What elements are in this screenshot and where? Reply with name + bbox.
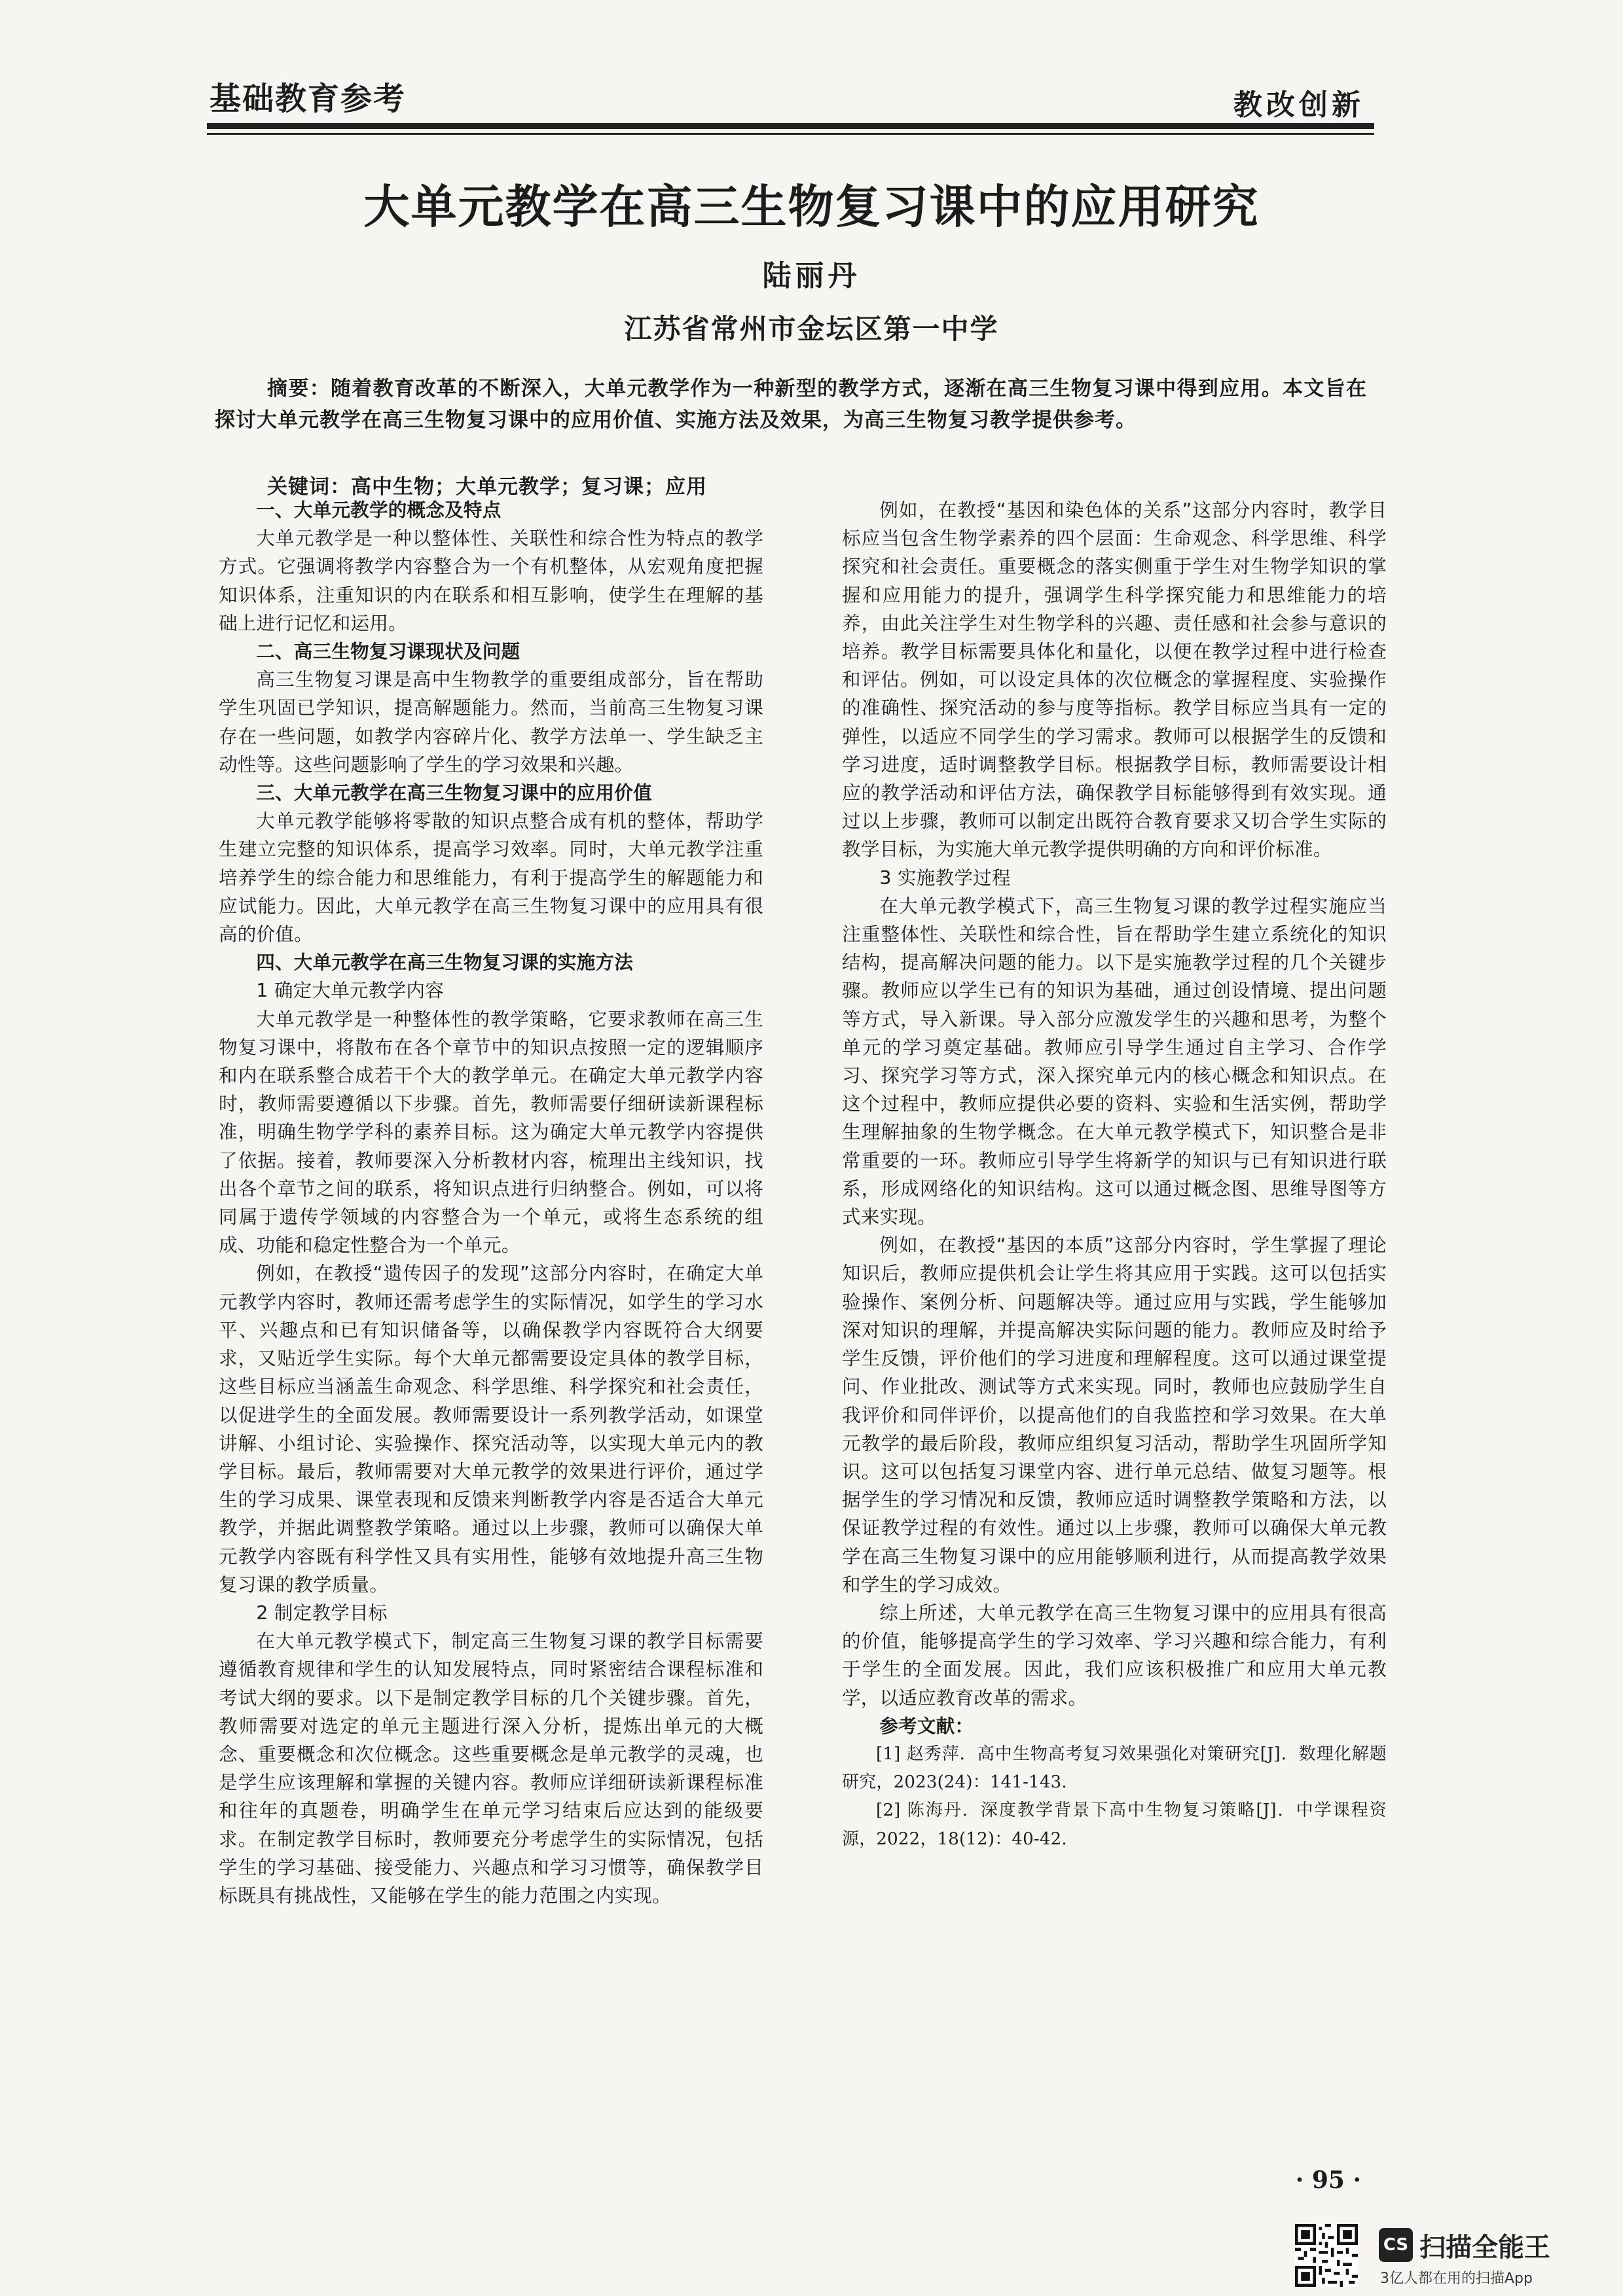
paragraph: 大单元教学是一种以整体性、关联性和综合性为特点的教学方式。它强调将教学内容整合为一个有机整体，从宏观角度把握知识体系，注重知识的内在联系和相互影响，使学生在理解的基础上进行记忆和运用。: [219, 527, 763, 634]
paragraph: 例如，在教授“基因和染色体的关系”这部分内容时，教学目标应当包含生物学素养的四个层面：生命观念、科学思维、科学探究和社会责任。重要概念的落实侧重于学生对生物学知识的掌握和应用能力的提升，强调学生科学探究能力和思维能力的培养，由此关注学生对生物学科的兴趣、责任感和社会参与意识的培养。教学目标需要具体化和量化，以便在教学过程中进行检查和评估。例如，可以设定具体的次位概念的掌握程度、实验操作的准确性、探究活动的参与度等指标。教学目标应当具有一定的弹性，以适应不同学生的学习需求。教师可以根据学生的反馈和学习进度，适时调整教学目标。根据教学目标，教师需要设计相应的教学活动和评估方法，确保教学目标能够得到有效实现。通过以上步骤，教师可以制定出既符合教育要求又切合学生实际的教学目标，为实施大单元教学提供明确的方向和评价标准。: [842, 499, 1387, 861]
header-rule-thin: [207, 133, 1374, 135]
subsection-heading: 3 实施教学过程: [879, 866, 1011, 889]
section-heading: 三、大单元教学在高三生物复习课中的应用价值: [256, 781, 652, 804]
article-abstract: 摘要：随着教育改革的不断深入，大单元教学作为一种新型的教学方式，逐渐在高三生物复习课中得到应用。本文旨在探讨大单元教学在高三生物复习课中的应用价值、实施方法及效果，为高三生物复习教学提供参考。: [215, 377, 1367, 432]
paragraph: 例如，在教授“基因的本质”这部分内容时，学生掌握了理论知识后，教师应提供机会让学生将其应用于实践。这可以包括实验操作、案例分析、问题解决等。通过应用与实践，学生能够加深对知识的理解，并提高解决实际问题的能力。教师应及时给予学生反馈，评价他们的学习进度和理解程度。这可以通过课堂提问、作业批改、测试等方式来实现。同时，教师也应鼓励学生自我评价和同伴评价，以提高他们的自我监控和学习效果。在大单元教学的最后阶段，教师应组织复习活动，帮助学生巩固所学知识。这可以包括复习课堂内容、进行单元总结、做复习题等。根据学生的学习情况和反馈，教师应适时调整教学策略和方法，以保证教学过程的有效性。通过以上步骤，教师可以确保大单元教学在高三生物复习课中的应用能够顺利进行，从而提高教学效果和学生的学习成效。: [842, 1234, 1387, 1596]
scanner-tagline: 3亿人都在用的扫描App: [1380, 2270, 1533, 2287]
reference-item: [1] 赵秀萍．高中生物高考复习效果强化对策研究[J]．数理化解题研究，2023(24)：141-143.: [842, 1744, 1387, 1793]
paragraph: 大单元教学能够将零散的知识点整合成有机的整体，帮助学生建立完整的知识体系，提高学习效率。同时，大单元教学注重培养学生的综合能力和思维能力，有利于提高学生的解题能力和应试能力。因此，大单元教学在高三生物复习课中的应用具有很高的价值。: [219, 810, 763, 946]
section-name: 教改创新: [1233, 88, 1364, 122]
subsection-heading: 1 确定大单元教学内容: [256, 979, 445, 1002]
page-number: · 95 ·: [1295, 2166, 1361, 2194]
scanner-brand-name: 扫描全能王: [1419, 2233, 1550, 2263]
reference-item: [2] 陈海丹．深度教学背景下高中生物复习策略[J]．中学课程资源，2022，18(12)：40-42.: [842, 1801, 1387, 1849]
qr-code-icon: [1295, 2224, 1358, 2287]
article-keywords: 关键词：高中生物；大单元教学；复习课；应用: [267, 475, 707, 499]
article-title: 大单元教学在高三生物复习课中的应用研究: [363, 180, 1260, 234]
section-heading: 四、大单元教学在高三生物复习课的实施方法: [256, 951, 634, 974]
journal-name: 基础教育参考: [210, 81, 407, 117]
article-affiliation: 江苏省常州市金坛区第一中学: [624, 313, 999, 345]
right-column: [842, 496, 1387, 1854]
paragraph: 高三生物复习课是高中生物教学的重要组成部分，旨在帮助学生巩固已学知识，提高解题能力。然而，当前高三生物复习课存在一些问题，如教学内容碎片化、教学方法单一、学生缺乏主动性等。这些问题影响了学生的学习效果和兴趣。: [219, 668, 763, 776]
subsection-heading: 2 制定教学目标: [256, 1601, 388, 1624]
section-heading: 二、高三生物复习课现状及问题: [256, 640, 520, 663]
camscanner-logo: CS: [1379, 2228, 1413, 2262]
article-author: 陆丽丹: [762, 259, 861, 293]
paragraph: 大单元教学是一种整体性的教学策略，它要求教师在高三生物复习课中，将散布在各个章节中的知识点按照一定的逻辑顺序和内在联系整合成若干个大的教学单元。在确定大单元教学内容时，教师需要遵循以下步骤。首先，教师需要仔细研读新课程标准，明确生物学学科的素养目标。这为确定大单元教学内容提供了依据。接着，教师要深入分析教材内容，梳理出主线知识，找出各个章节之间的联系，将知识点进行归纳整合。例如，可以将同属于遗传学领域的内容整合为一个单元，或将生态系统的组成、功能和稳定性整合为一个单元。: [219, 1007, 763, 1257]
left-column: [219, 496, 763, 1910]
paragraph: 例如，在教授“遗传因子的发现”这部分内容时，在确定大单元教学内容时，教师还需考虑学生的实际情况，如学生的学习水平、兴趣点和已有知识储备等，以确保教学内容既符合大纲要求，又贴近学生实际。每个大单元都需要设定具体的教学目标，这些目标应当涵盖生命观念、科学思维、科学探究和社会责任，以促进学生的全面发展。教师需要设计一系列教学活动，如课堂讲解、小组讨论、实验操作、探究活动等，以实现大单元内的教学目标。最后，教师需要对大单元教学的效果进行评价，通过学生的学习成果、课堂表现和反馈来判断教学内容是否适合大单元教学，并据此调整教学策略。通过以上步骤，教师可以确保大单元教学内容既有科学性又具有实用性，能够有效地提升高三生物复习课的教学质量。: [219, 1262, 763, 1596]
scanner-watermark: [1295, 2224, 1603, 2289]
references-heading: 参考文献：: [879, 1714, 974, 1737]
paragraph: 在大单元教学模式下，制定高三生物复习课的教学目标需要遵循教育规律和学生的认知发展特点，同时紧密结合课程标准和考试大纲的要求。以下是制定教学目标的几个关键步骤。首先，教师需要对选定的单元主题进行深入分析，提炼出单元的大概念、重要概念和次位概念。这些重要概念是单元教学的灵魂，也是学生应该理解和掌握的关键内容。教师应详细研读新课程标准和往年的真题卷，明确学生在单元学习结束后应达到的能级要求。在制定教学目标时，教师要充分考虑学生的实际情况，包括学生的学习基础、接受能力、兴趣点和学习习惯等，确保教学目标既具有挑战性，又能够在学生的能力范围之内实现。: [219, 1630, 763, 1907]
header-rule-thick: [207, 123, 1374, 129]
paragraph: 综上所述，大单元教学在高三生物复习课中的应用具有很高的价值，能够提高学生的学习效率、学习兴趣和综合能力，有利于学生的全面发展。因此，我们应该积极推广和应用大单元教学，以适应教育改革的需求。: [842, 1601, 1387, 1709]
section-heading: 一、大单元教学的概念及特点: [256, 499, 501, 521]
paragraph: 在大单元教学模式下，高三生物复习课的教学过程实施应当注重整体性、关联性和综合性，旨在帮助学生建立系统化的知识结构，提高解决问题的能力。以下是实施教学过程的几个关键步骤。教师应以学生已有的知识为基础，通过创设情境、提出问题等方式，导入新课。导入部分应激发学生的兴趣和思考，为整个单元的学习奠定基础。教师应引导学生通过自主学习、合作学习、探究学习等方式，深入探究单元内的核心概念和知识点。在这个过程中，教师应提供必要的资料、实验和生活实例，帮助学生理解抽象的生物学概念。在大单元教学模式下，知识整合是非常重要的一环。教师应引导学生将新学的知识与已有知识进行联系，形成网络化的知识结构。这可以通过概念图、思维导图等方式来实现。: [842, 894, 1387, 1229]
